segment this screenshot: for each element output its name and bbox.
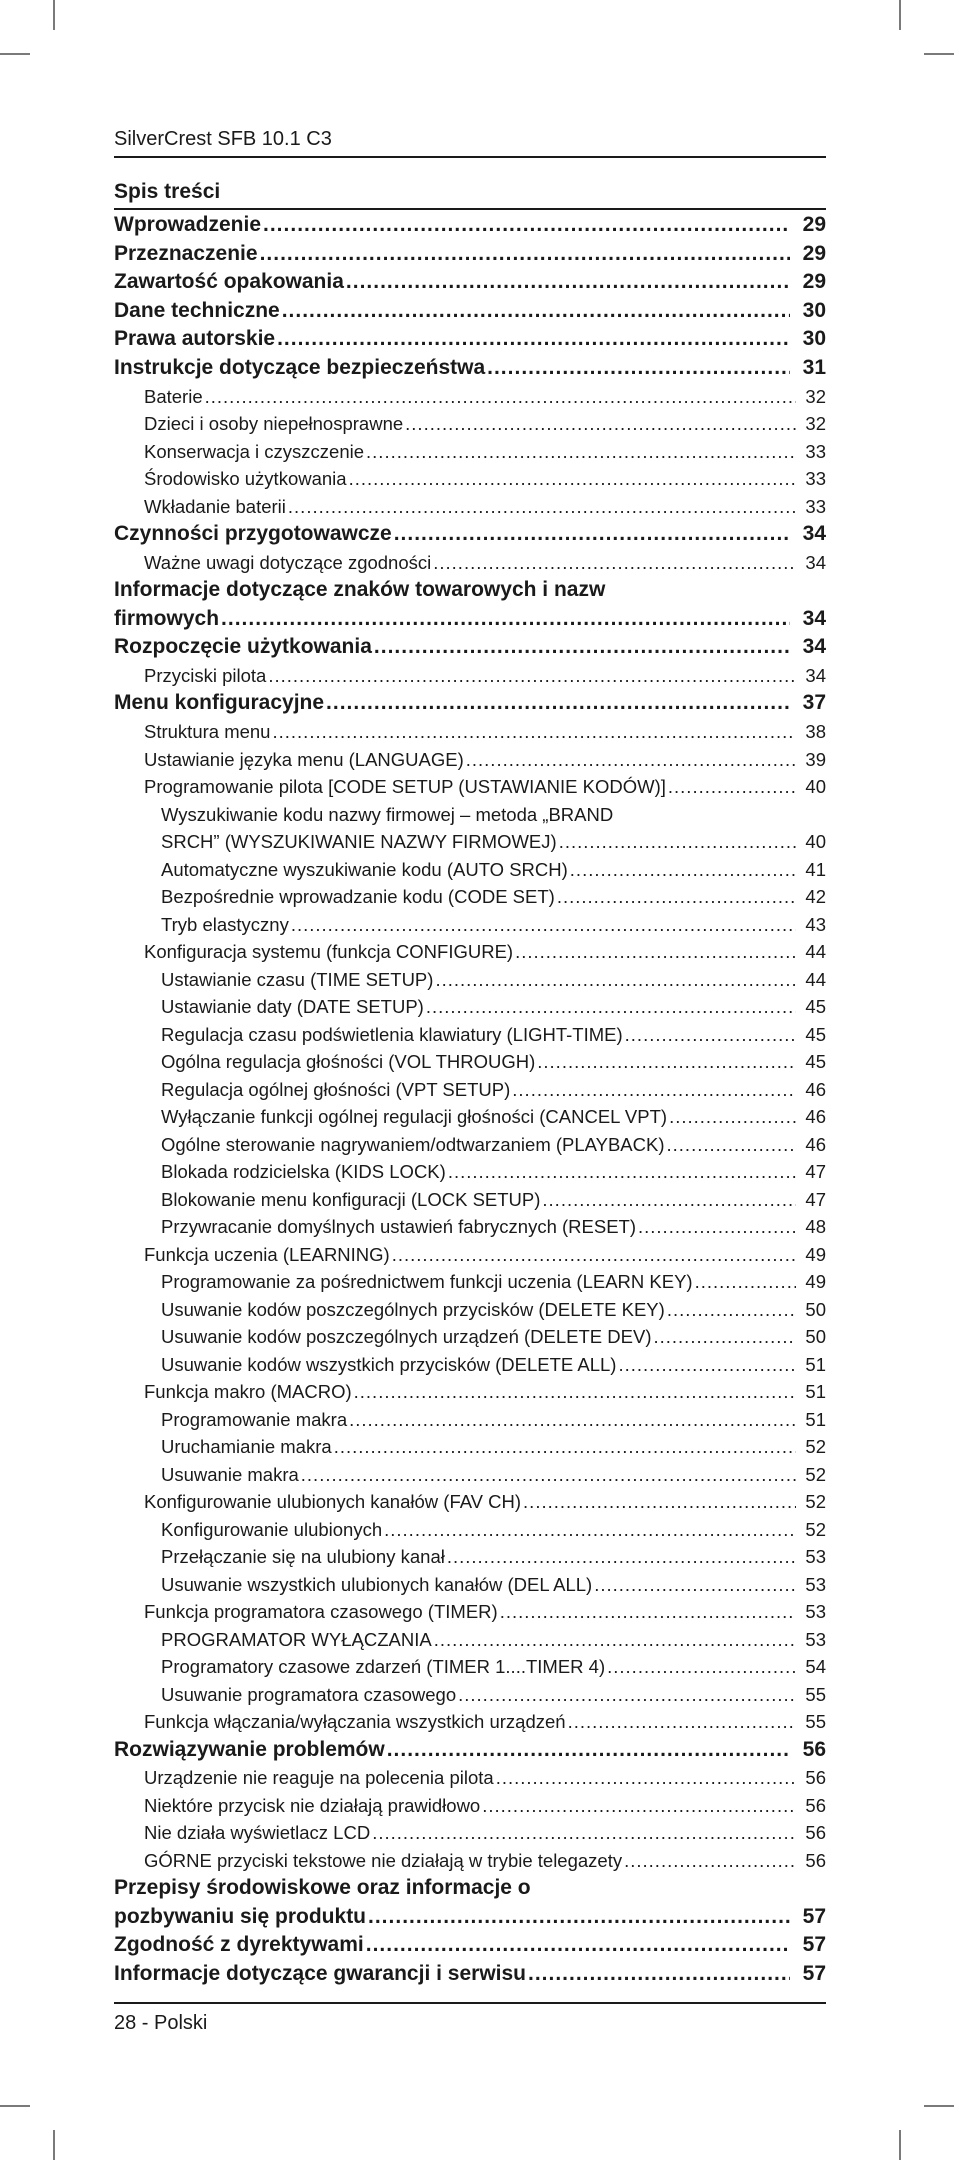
dot-leader (496, 1764, 796, 1792)
toc-page-number: 53 (805, 1573, 826, 1595)
dot-leader (301, 1461, 796, 1489)
toc-entry[interactable] (114, 268, 826, 297)
dot-leader (260, 240, 790, 269)
toc-entry-title: Wyszukiwanie kodu nazwy firmowej – metoda „BRAND (161, 803, 614, 825)
toc-page-number: 31 (802, 355, 826, 379)
dot-leader (537, 1048, 796, 1076)
toc-entry[interactable] (114, 1213, 826, 1241)
crop-mark-bottom-left-h (0, 2105, 30, 2107)
toc-entry-title: Urządzenie nie reaguje na polecenia pilota (144, 1767, 494, 1789)
toc-entry-title: Ustawianie czasu (TIME SETUP) (161, 968, 434, 990)
toc-page-number: 30 (802, 298, 826, 322)
toc-entry[interactable] (114, 1241, 826, 1269)
toc-page-number: 49 (805, 1271, 826, 1293)
toc-entry[interactable] (114, 856, 826, 884)
toc-entry[interactable] (114, 746, 826, 774)
dot-leader (669, 1103, 796, 1131)
toc-entry-title: Usuwanie programatora czasowego (161, 1683, 457, 1705)
dot-leader (447, 1543, 796, 1571)
toc-page-number: 30 (802, 327, 826, 351)
toc-entry-title: Przywracanie domyślnych ustawień fabrycznych (RESET) (161, 1216, 636, 1238)
toc-page-number: 29 (802, 213, 826, 236)
toc-page-number: 46 (805, 1133, 826, 1155)
toc-page-number: 51 (805, 1408, 826, 1430)
dot-leader (366, 438, 796, 466)
toc-page-number: 51 (805, 1353, 826, 1375)
toc-entry-title: Uruchamianie makra (161, 1436, 332, 1458)
toc-entry[interactable] (114, 718, 826, 746)
toc-entry-title: Przełączanie się na ulubiony kanał (161, 1546, 445, 1568)
toc-page-number: 33 (805, 495, 826, 517)
toc-entry[interactable] (114, 938, 826, 966)
toc-title-rule (114, 208, 826, 210)
dot-leader (559, 828, 796, 856)
dot-leader (277, 325, 790, 354)
dot-leader (448, 1158, 796, 1186)
dot-leader (392, 1241, 796, 1269)
toc-entry-title: Bezpośrednie wprowadzanie kodu (CODE SET) (161, 886, 555, 908)
dot-leader (221, 605, 790, 634)
dot-leader (570, 856, 796, 884)
toc-entry-title: SRCH” (WYSZUKIWANIE NAZWY FIRMOWEJ) (161, 831, 557, 853)
crop-mark-top-left-h (0, 53, 30, 55)
toc-entry[interactable] (114, 689, 826, 718)
toc-entry[interactable] (114, 549, 826, 577)
dot-leader (405, 410, 796, 438)
toc-entry[interactable] (114, 966, 826, 994)
toc-page-number: 42 (805, 886, 826, 908)
toc-entry[interactable] (114, 1931, 826, 1960)
dot-leader (653, 1323, 796, 1351)
dot-leader (346, 268, 790, 297)
toc-entry-title: Funkcja makro (MACRO) (144, 1381, 352, 1403)
toc-page-number: 57 (802, 1961, 826, 1985)
dot-leader (282, 297, 790, 326)
toc-entry[interactable] (114, 1708, 826, 1736)
toc-entry-title: Usuwanie makra (161, 1463, 299, 1485)
dot-leader (458, 1681, 796, 1709)
dot-leader (334, 1433, 796, 1461)
toc-page-number: 40 (805, 831, 826, 853)
toc-entry[interactable] (114, 1076, 826, 1104)
toc-page-number: 53 (805, 1601, 826, 1623)
crop-mark-top-left (53, 0, 55, 30)
dot-leader (288, 493, 796, 521)
toc-entry-title: Automatyczne wyszukiwanie kodu (AUTO SRCH) (161, 858, 568, 880)
toc-entry-title: Programowanie makra (161, 1408, 348, 1430)
toc-page-number: 55 (805, 1683, 826, 1705)
toc-entry-title: Niektóre przycisk nie działają prawidłowo (144, 1794, 481, 1816)
toc-entry-title: Konfigurowanie ulubionych kanałów (FAV CH) (144, 1491, 522, 1513)
toc-entry[interactable] (114, 493, 826, 521)
toc-entry-title: PROGRAMATOR WYŁĄCZANIA (161, 1628, 432, 1650)
toc-entry-title: Programatory czasowe zdarzeń (TIMER 1....TIMER 4) (161, 1656, 606, 1678)
dot-leader (625, 1021, 796, 1049)
dot-leader (638, 1213, 796, 1241)
dot-leader (607, 1653, 796, 1681)
dot-leader (435, 966, 796, 994)
dot-leader (374, 633, 790, 662)
toc-entry[interactable] (114, 1323, 826, 1351)
toc-entry[interactable] (114, 354, 826, 383)
toc-entry-title: GÓRNE przyciski tekstowe nie działają w trybie telegazety (144, 1849, 623, 1871)
toc-entry-title: Programowanie pilota [CODE SETUP (USTAWIANIE KODÓW)] (144, 776, 666, 798)
toc-entry[interactable] (114, 1406, 826, 1434)
dot-leader (568, 1708, 796, 1736)
toc-entry[interactable] (114, 1103, 826, 1131)
toc-title: Spis treści (114, 180, 221, 203)
toc-entry-title: Zawartość opakowania (114, 270, 344, 294)
dot-leader (667, 1131, 796, 1159)
toc-page-number: 41 (805, 858, 826, 880)
table-of-contents (114, 211, 826, 1989)
toc-entry-title: Ustawianie daty (DATE SETUP) (161, 996, 424, 1018)
toc-entry-title: Zgodność z dyrektywami (114, 1933, 364, 1957)
toc-entry-title: Usuwanie kodów poszczególnych przycisków (DELETE KEY) (161, 1298, 665, 1320)
toc-entry[interactable] (114, 240, 826, 269)
dot-leader (384, 1516, 796, 1544)
toc-entry[interactable] (114, 465, 826, 493)
toc-entry[interactable] (114, 1516, 826, 1544)
toc-entry[interactable] (114, 1296, 826, 1324)
toc-page-number: 29 (802, 270, 826, 294)
toc-page-number: 49 (805, 1243, 826, 1265)
toc-page-number: 53 (805, 1546, 826, 1568)
toc-page-number: 57 (802, 1933, 826, 1957)
toc-entry-title: Rozpoczęcie użytkowania (114, 635, 372, 659)
toc-entry[interactable] (114, 1571, 826, 1599)
dot-leader (512, 1076, 796, 1104)
dot-leader (557, 883, 796, 911)
toc-entry[interactable] (114, 1351, 826, 1379)
dot-leader (528, 1960, 790, 1989)
dot-leader (349, 465, 796, 493)
toc-page-number: 46 (805, 1106, 826, 1128)
toc-entry[interactable] (114, 383, 826, 411)
toc-page-number: 37 (802, 691, 826, 715)
toc-entry-title: Wprowadzenie (114, 213, 262, 236)
toc-page-number: 56 (802, 1737, 826, 1761)
toc-entry[interactable] (114, 1543, 826, 1571)
toc-entry[interactable] (114, 325, 826, 354)
crop-mark-top-right-h (924, 53, 954, 55)
toc-entry[interactable] (114, 1653, 826, 1681)
toc-entry-title: Przeznaczenie (114, 241, 258, 265)
toc-page-number: 46 (805, 1078, 826, 1100)
toc-entry-title: Czynności przygotowawcze (114, 522, 392, 546)
toc-entry-title: Nie działa wyświetlacz LCD (144, 1822, 371, 1844)
crop-mark-top-right (899, 0, 901, 30)
toc-page-number: 53 (805, 1628, 826, 1650)
toc-entry[interactable] (114, 438, 826, 466)
toc-page-number: 29 (802, 241, 826, 265)
toc-entry-title: Tryb elastyczny (161, 913, 289, 935)
dot-leader (624, 1847, 796, 1875)
dot-leader (695, 1268, 796, 1296)
toc-entry[interactable] (114, 1960, 826, 1989)
toc-entry[interactable] (114, 1792, 826, 1820)
page-footer: 28 - Polski (114, 2012, 208, 2034)
toc-entry[interactable] (114, 993, 826, 1021)
toc-page-number: 40 (805, 776, 826, 798)
toc-entry-title: Funkcja włączania/wyłączania wszystkich urządzeń (144, 1711, 566, 1733)
dot-leader (515, 938, 796, 966)
toc-entry-continuation[interactable] (114, 828, 826, 856)
toc-page-number: 44 (805, 968, 826, 990)
toc-entry-title: Baterie (144, 385, 203, 407)
toc-page-number: 32 (805, 413, 826, 435)
toc-page-number: 34 (802, 522, 826, 546)
toc-entry[interactable] (114, 1268, 826, 1296)
toc-entry-title: Usuwanie kodów poszczególnych urządzeń (DELETE DEV) (161, 1326, 652, 1348)
toc-entry[interactable] (114, 1186, 826, 1214)
crop-mark-bottom-left (53, 2130, 55, 2160)
toc-page-number: 45 (805, 996, 826, 1018)
toc-page-number: 55 (805, 1711, 826, 1733)
toc-entry-title: Środowisko użytkowania (144, 468, 347, 490)
dot-leader (426, 993, 796, 1021)
toc-page-number: 52 (805, 1518, 826, 1540)
dot-leader (268, 662, 796, 690)
toc-entry[interactable] (114, 1681, 826, 1709)
toc-entry[interactable] (114, 1626, 826, 1654)
toc-entry-title: Usuwanie wszystkich ulubionych kanałów (DEL ALL) (161, 1573, 593, 1595)
dot-leader (368, 1903, 790, 1932)
toc-entry-title: Regulacja czasu podświetlenia klawiatury (LIGHT-TIME) (161, 1023, 623, 1045)
toc-page-number: 43 (805, 913, 826, 935)
toc-entry-title: firmowych (114, 606, 220, 630)
dot-leader (667, 1296, 796, 1324)
footer-rule (114, 2002, 826, 2004)
toc-entry-title: Konserwacja i czyszczenie (144, 440, 365, 462)
dot-leader (668, 773, 796, 801)
toc-page-number: 33 (805, 440, 826, 462)
toc-page-number: 54 (805, 1656, 826, 1678)
dot-leader (500, 1598, 796, 1626)
toc-page-number: 45 (805, 1023, 826, 1045)
toc-page-number: 34 (805, 551, 826, 573)
toc-page-number: 48 (805, 1216, 826, 1238)
dot-leader (263, 211, 790, 240)
toc-entry-title: Prawa autorskie (114, 327, 276, 351)
toc-page-number: 34 (805, 664, 826, 686)
dot-leader (466, 746, 796, 774)
toc-page-number: 38 (805, 721, 826, 743)
dot-leader (326, 689, 790, 718)
dot-leader (387, 1736, 790, 1765)
toc-entry-title: Konfiguracja systemu (funkcja CONFIGURE) (144, 941, 514, 963)
toc-entry[interactable] (114, 1433, 826, 1461)
toc-entry-title: Przyciski pilota (144, 664, 267, 686)
crop-mark-bottom-right-h (924, 2105, 954, 2107)
toc-entry-title: Funkcja uczenia (LEARNING) (144, 1243, 390, 1265)
toc-entry-continuation[interactable] (114, 1903, 826, 1932)
toc-entry[interactable] (114, 1736, 826, 1765)
toc-page-number: 52 (805, 1491, 826, 1513)
toc-entry-title: Funkcja programatora czasowego (TIMER) (144, 1601, 498, 1623)
toc-entry-title: Przepisy środowiskowe oraz informacje o (114, 1876, 531, 1900)
toc-entry[interactable] (114, 1158, 826, 1186)
toc-entry-title: Dzieci i osoby niepełnosprawne (144, 413, 404, 435)
toc-entry[interactable] (114, 1764, 826, 1792)
toc-entry-title: Programowanie za pośrednictwem funkcji uczenia (LEARN KEY) (161, 1271, 693, 1293)
toc-entry-title: Dane techniczne (114, 298, 280, 322)
toc-entry[interactable] (114, 911, 826, 939)
dot-leader (618, 1351, 796, 1379)
dot-leader (291, 911, 796, 939)
toc-page-number: 56 (805, 1849, 826, 1871)
toc-page-number: 57 (802, 1904, 826, 1928)
toc-entry[interactable] (114, 1598, 826, 1626)
toc-page-number: 56 (805, 1822, 826, 1844)
toc-entry[interactable] (114, 211, 826, 240)
toc-entry[interactable] (114, 1378, 826, 1406)
dot-leader (372, 1819, 796, 1847)
dot-leader (434, 1626, 796, 1654)
toc-page-number: 56 (805, 1794, 826, 1816)
toc-entry-title: Ogólna regulacja głośności (VOL THROUGH) (161, 1051, 536, 1073)
running-header: SilverCrest SFB 10.1 C3 (114, 128, 332, 150)
dot-leader (523, 1488, 796, 1516)
toc-page-number: 44 (805, 941, 826, 963)
toc-entry-continuation[interactable] (114, 605, 826, 634)
toc-page-number: 34 (802, 606, 826, 630)
toc-entry[interactable] (114, 1488, 826, 1516)
toc-entry[interactable] (114, 1461, 826, 1489)
toc-entry-title: Wyłączanie funkcji ogólnej regulacji głośności (CANCEL VPT) (161, 1106, 668, 1128)
toc-entry[interactable] (114, 1131, 826, 1159)
toc-page-number: 50 (805, 1326, 826, 1348)
dot-leader (349, 1406, 796, 1434)
toc-entry-title: Ważne uwagi dotyczące zgodności (144, 551, 432, 573)
toc-entry-title: Instrukcje dotyczące bezpieczeństwa (114, 355, 486, 379)
toc-page-number: 51 (805, 1381, 826, 1403)
toc-entry[interactable] (114, 1048, 826, 1076)
toc-entry[interactable] (114, 410, 826, 438)
dot-leader (594, 1571, 796, 1599)
toc-entry[interactable] (114, 576, 826, 605)
toc-entry-title: Blokowanie menu konfiguracji (LOCK SETUP) (161, 1188, 541, 1210)
dot-leader (487, 354, 790, 383)
dot-leader (354, 1378, 796, 1406)
toc-entry[interactable] (114, 1874, 826, 1903)
toc-page-number: 32 (805, 385, 826, 407)
toc-entry-title: Ustawianie języka menu (LANGUAGE) (144, 748, 464, 770)
toc-entry[interactable] (114, 662, 826, 690)
dot-leader (482, 1792, 796, 1820)
toc-entry-title: Regulacja ogólnej głośności (VPT SETUP) (161, 1078, 511, 1100)
toc-entry[interactable] (114, 1847, 826, 1875)
toc-entry-title: Usuwanie kodów wszystkich przycisków (DELETE ALL) (161, 1353, 617, 1375)
toc-entry-title: Menu konfiguracyjne (114, 691, 325, 715)
toc-entry[interactable] (114, 1021, 826, 1049)
toc-entry[interactable] (114, 633, 826, 662)
toc-entry-title: Blokada rodzicielska (KIDS LOCK) (161, 1161, 446, 1183)
toc-entry-title: Wkładanie baterii (144, 495, 286, 517)
toc-entry-title: pozbywaniu się produktu (114, 1904, 367, 1928)
toc-entry[interactable] (114, 773, 826, 801)
dot-leader (272, 718, 796, 746)
toc-entry-title: Informacje dotyczące znaków towarowych i nazw (114, 578, 606, 602)
toc-entry[interactable] (114, 1819, 826, 1847)
dot-leader (205, 383, 796, 411)
toc-entry-title: Konfigurowanie ulubionych (161, 1518, 383, 1540)
toc-page-number: 34 (802, 635, 826, 659)
toc-page-number: 33 (805, 468, 826, 490)
toc-page-number: 47 (805, 1161, 826, 1183)
toc-page-number: 52 (805, 1463, 826, 1485)
toc-entry[interactable] (114, 801, 826, 829)
toc-page-number: 56 (805, 1767, 826, 1789)
toc-page-number: 47 (805, 1188, 826, 1210)
toc-page-number: 45 (805, 1051, 826, 1073)
toc-page-number: 50 (805, 1298, 826, 1320)
dot-leader (394, 520, 790, 549)
dot-leader (433, 549, 796, 577)
toc-entry-title: Ogólne sterowanie nagrywaniem/odtwarzaniem (PLAYBACK) (161, 1133, 665, 1155)
dot-leader (542, 1186, 796, 1214)
toc-page-number: 39 (805, 748, 826, 770)
toc-entry[interactable] (114, 520, 826, 549)
toc-page-number: 52 (805, 1436, 826, 1458)
crop-mark-bottom-right (899, 2130, 901, 2160)
dot-leader (366, 1931, 790, 1960)
header-rule (114, 156, 826, 158)
toc-entry[interactable] (114, 297, 826, 326)
toc-entry-title: Informacje dotyczące gwarancji i serwisu (114, 1961, 526, 1985)
toc-entry-title: Rozwiązywanie problemów (114, 1737, 385, 1761)
toc-entry[interactable] (114, 883, 826, 911)
toc-entry-title: Struktura menu (144, 721, 271, 743)
